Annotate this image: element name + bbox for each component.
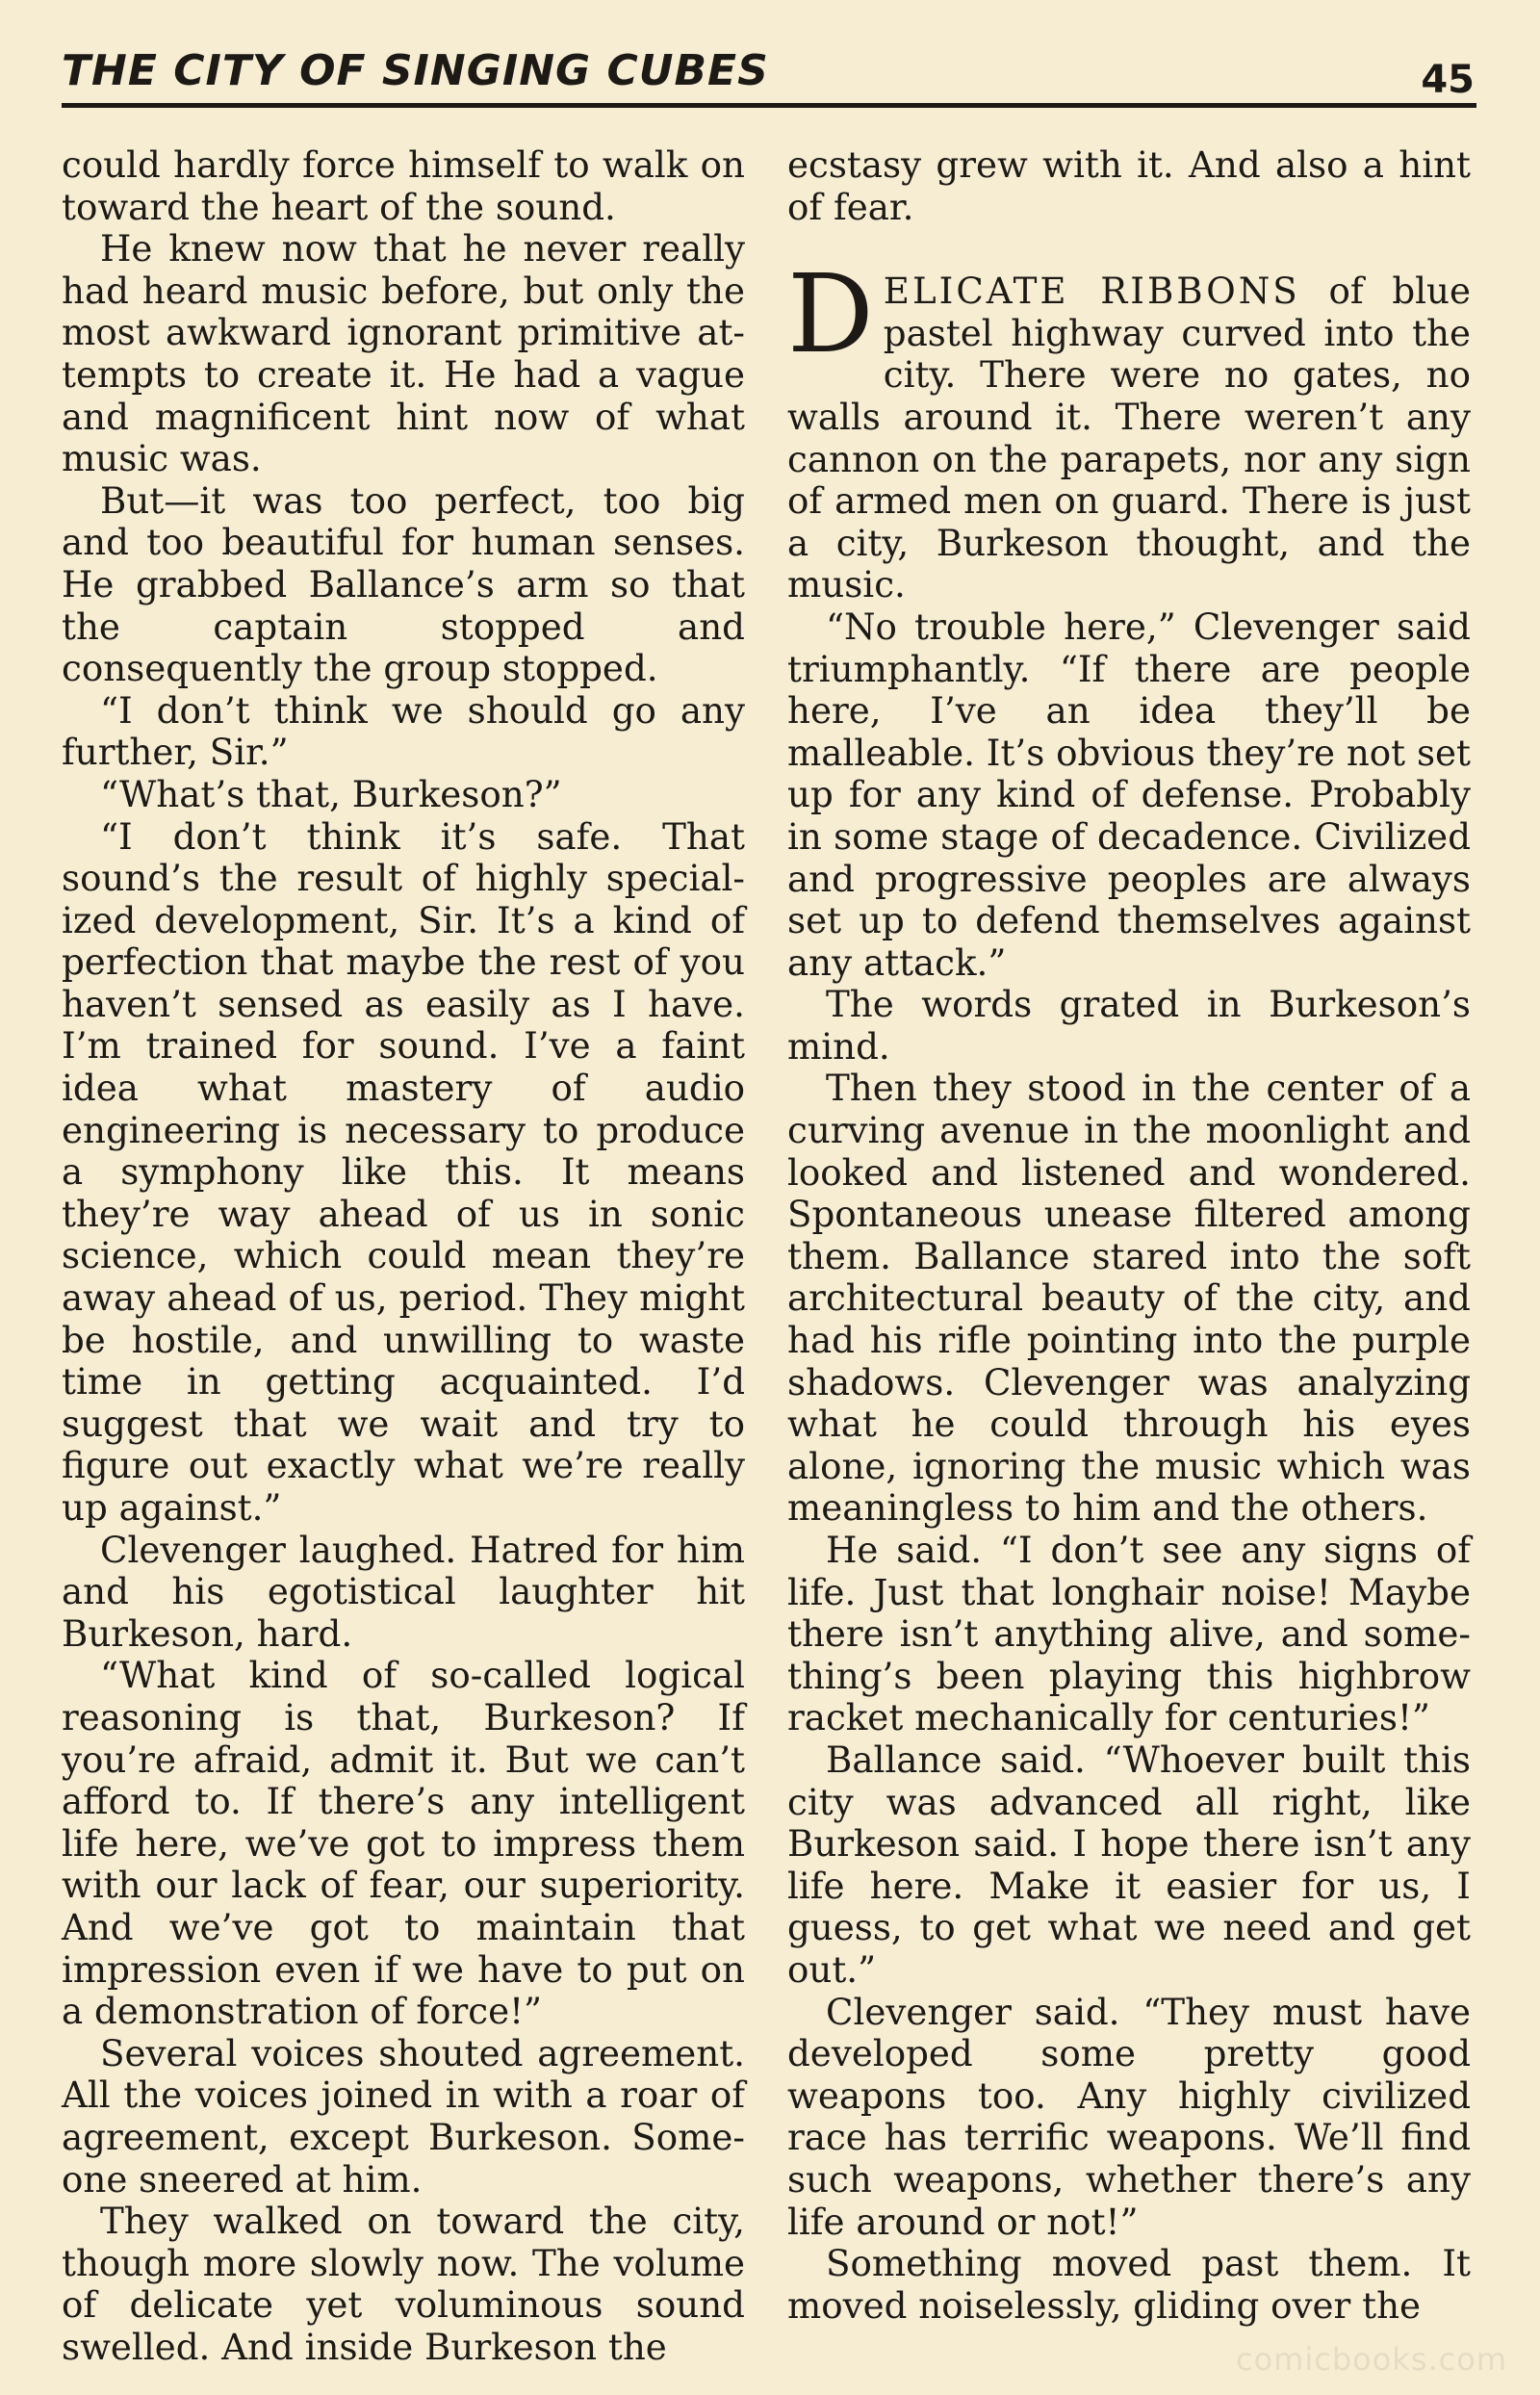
paragraph: He knew now that he never really had heard music before, but only the most awkward ignorant primitive attempts to create it. He had a vague and magnificent hint now of what music was. <box>62 227 745 480</box>
paragraph: Something moved past them. It moved noiselessly, gliding over the <box>787 2242 1471 2327</box>
paragraph: Clevenger said. “They must have developed some pretty good weapons too. Any highly civilized race has terrific weapons. We’ll find such weapons, whether there’s any life around or not!” <box>787 1990 1471 2243</box>
header-rule <box>62 103 1476 108</box>
paragraph: Several voices shouted agreement. All the voices joined in with a roar of agreement, except Burkeson. Someone sneered at him. <box>62 2031 745 2201</box>
paragraph: The words grated in Burkeson’s mind. <box>787 983 1471 1068</box>
page-header <box>62 39 1475 112</box>
watermark: comicbooks.com <box>1235 2341 1507 2378</box>
paragraph: “I don’t think it’s safe. That sound’s the result of highly specialized development, Sir. It’s a kind of perfection that maybe the rest of you haven’t sensed as easily as I have. I’m trained for sound. I’ve a faint idea what mastery of audio engineering is necessary to produce a symphony like this. It means they’re way ahead of us in sonic science, which could mean they’re away ahead of us, period. They might be hostile, and unwilling to waste time in getting acquainted. I’d suggest that we wait and try to figure out exactly what we’re really up against.” <box>62 814 745 1529</box>
paragraph: “What’s that, Burkeson?” <box>100 772 562 815</box>
right-column <box>787 144 1471 2327</box>
left-column <box>62 144 745 2368</box>
paragraph: ecstasy grew with it. And also a hint of fear. <box>787 143 1471 228</box>
drop-cap: D <box>787 252 874 378</box>
page-number: 45 <box>1421 58 1475 102</box>
paragraph: Then they stood in the center of a curving avenue in the moonlight and looked and listened and wondered. Spontaneous unease filtered among them. Ballance stared into the soft architectural beauty of the city, and had his rifle pointing into the purple shadows. Clevenger was analyzing what he could through his eyes alone, ignoring the music which was meaningless to him and the others. <box>787 1067 1471 1530</box>
section-opening-paragraph <box>787 252 1471 606</box>
paragraph: “No trouble here,” Clevenger said triumphantly. “If there are people here, I’ve an idea they’ll be malleable. It’s obvious they’re not set up for any kind of defense. Probably in some stage of decadence. Civilized and progressive peoples are always set up to defend themselves against any attack.” <box>787 605 1471 984</box>
running-title: THE CITY OF SINGING CUBES <box>62 46 769 95</box>
paragraph: But—it was too perfect, too big and too beautiful for human senses. He grabbed Ballance’s arm so that the captain stopped and consequently the group stopped. <box>62 478 745 690</box>
paragraph-text: of blue pastel highway curved into the city. There were no gates, no walls around it. There weren’t any cannon on the parapets, nor any sign of armed men on guard. There is just a city, Burkeson thought, and the music. <box>787 270 1471 606</box>
paragraph: They walked on toward the city, though more slowly now. The volume of delicate yet voluminous sound swelled. And inside Burkeson the <box>62 2200 745 2368</box>
paragraph: could hardly force himself to walk on toward the heart of the sound. <box>62 143 745 228</box>
paragraph: “I don’t think we should go any further, Sir.” <box>62 688 745 774</box>
paragraph: He said. “I don’t see any signs of life. Just that longhair noise! Maybe there isn’t anything alive, and something’s been playing this highbrow racket mechanically for centuries!” <box>787 1529 1471 1739</box>
paragraph: “What kind of so-called logical reasoning is that, Burkeson? If you’re afraid, admit it. But we can’t afford to. If there’s any intelligent life here, we’ve got to impress them with our lack of fear, our superiority. And we’ve got to maintain that impression even if we have to put on a demonstration of force!” <box>62 1654 745 2033</box>
drop-cap-lead-in: ELICATE RIBBONS <box>883 270 1300 313</box>
paragraph: Clevenger laughed. Hatred for him and his egotistical laughter hit Burkeson, hard. <box>62 1528 745 1655</box>
paragraph: Ballance said. “Whoever built this city was advanced all right, like Burkeson said. I hope there isn’t any life here. Make it easier for us, I guess, to get what we need and get out.” <box>787 1738 1471 1991</box>
